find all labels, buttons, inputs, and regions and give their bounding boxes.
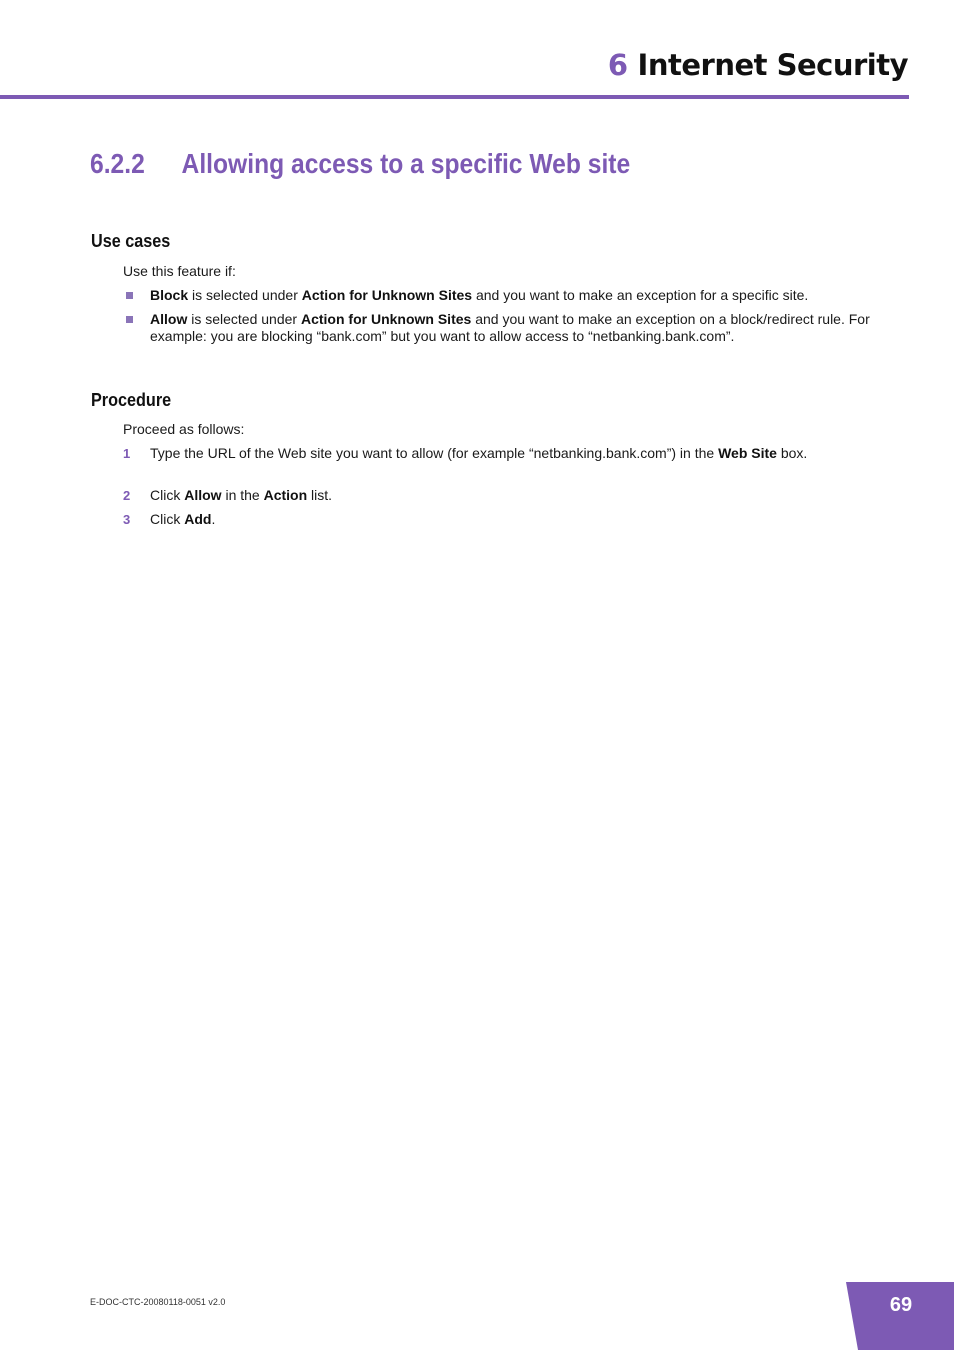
- text-run: and you want to make an exception on a block/redirect rule. For example: you are blocking “bank.com” but you want to allow access to “netbanking.bank.com”.: [150, 311, 870, 344]
- bold-term: Action: [263, 487, 308, 503]
- page-number: 69: [889, 1294, 913, 1316]
- text-run: Click: [150, 487, 185, 503]
- list-item: [123, 287, 873, 304]
- bold-term: Add: [184, 511, 212, 527]
- header-rule: [0, 95, 909, 99]
- bold-term: Block: [150, 287, 189, 303]
- use-cases-heading: Use cases: [91, 231, 171, 251]
- page-number-tab: [846, 1282, 954, 1350]
- text-run: is selected under: [188, 287, 302, 303]
- bold-term: Action for Unknown Sites: [301, 287, 473, 303]
- use-cases-intro: Use this feature if:: [123, 263, 236, 279]
- step-number: 1: [123, 446, 131, 461]
- procedure-heading: Procedure: [91, 390, 172, 410]
- text-run: in the: [221, 487, 264, 503]
- step-number: 2: [123, 488, 131, 503]
- step-item: [123, 487, 873, 504]
- text-run: Type the URL of the Web site you want to allow (for example “netbanking.bank.com”) in the: [150, 445, 719, 461]
- text-run: list.: [307, 487, 333, 503]
- text-run: box.: [776, 445, 808, 461]
- bullet-icon: [126, 292, 133, 299]
- document-id: E-DOC-CTC-20080118-0051 v2.0: [90, 1297, 226, 1307]
- bold-term: Action for Unknown Sites: [300, 311, 472, 327]
- step-item: [123, 445, 873, 462]
- bullet-icon: [126, 316, 133, 323]
- step-item: [123, 511, 873, 528]
- section-number: 6.2.2: [90, 148, 145, 179]
- section-title: [90, 148, 630, 180]
- text-run: Click: [150, 511, 185, 527]
- list-item: [123, 311, 873, 345]
- procedure-intro: Proceed as follows:: [123, 421, 245, 437]
- bold-term: Allow: [184, 487, 222, 503]
- text-run: is selected under: [187, 311, 301, 327]
- text-run: .: [211, 511, 216, 527]
- section-title-text: Allowing access to a specific Web site: [181, 148, 631, 179]
- chapter-number: 6: [607, 48, 628, 82]
- chapter-title: Internet Security: [637, 48, 908, 82]
- step-number: 3: [123, 512, 131, 527]
- text-run: and you want to make an exception for a specific site.: [472, 287, 809, 303]
- bold-term: Web Site: [718, 445, 777, 461]
- chapter-header: [608, 48, 908, 82]
- bold-term: Allow: [150, 311, 188, 327]
